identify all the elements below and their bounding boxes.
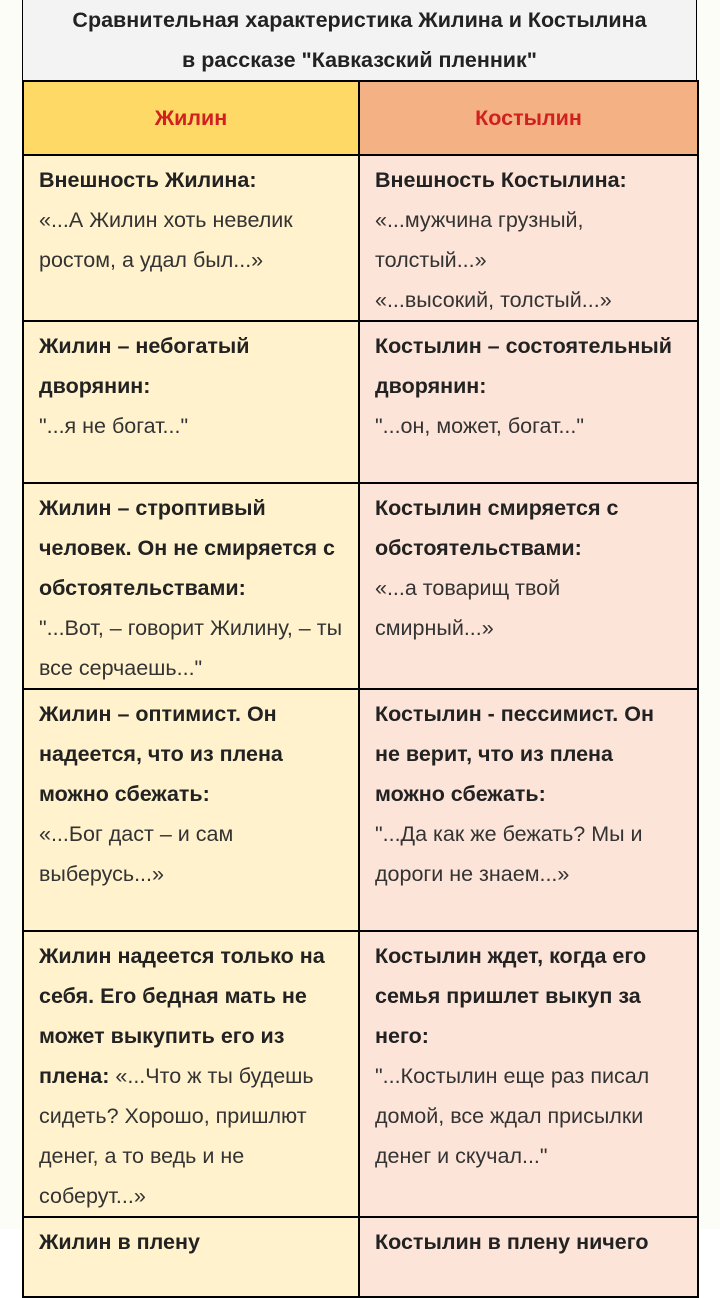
left-margin: [0, 0, 23, 1229]
comparison-table: [22, 80, 699, 1298]
cell-quote: "...Вот, – говорит Жилину, – ты все серчаешь...": [39, 616, 343, 680]
table-row: [23, 155, 698, 321]
cell-title: Костылин смиряется с обстоятельствами:: [375, 496, 619, 560]
cell-title: Костылин - пессимист. Он не верит, что из плена можно сбежать:: [375, 702, 654, 806]
cell-quote-2: «...высокий, толстый...»: [375, 288, 612, 312]
cell-quote: «...Бог даст – и сам выберусь...»: [39, 822, 234, 886]
cell-quote: «...мужчина грузный, толстый...»: [375, 208, 584, 272]
cell-quote: «...А Жилин хоть невелик ростом, а удал был...»: [39, 208, 293, 272]
cell-title: Внешность Жилина:: [39, 168, 257, 192]
cell-quote: "...я не богат...": [39, 414, 189, 438]
table-row: [23, 321, 698, 483]
kostylin-cell: [359, 1217, 698, 1297]
kostylin-cell: [359, 483, 698, 689]
comparison-table-container: [22, 0, 697, 1298]
cell-title: Внешность Костылина:: [375, 168, 627, 192]
caption-line-2: в рассказе "Кавказский пленник": [182, 48, 537, 72]
cell-title: Жилин – небогатый дворянин:: [39, 334, 250, 398]
header-zhilin: Жилин: [23, 81, 359, 155]
kostylin-cell: [359, 689, 698, 931]
cell-title: Костылин ждет, когда его семья пришлет выкуп за него:: [375, 944, 647, 1048]
cell-title: Жилин надеется только на себя. Его бедная мать не может выкупить его из плена:: [39, 944, 325, 1088]
kostylin-cell: [359, 321, 698, 483]
cell-quote: "...он, может, богат...": [375, 414, 585, 438]
cell-title: Костылин в плену ничего: [375, 1230, 649, 1254]
zhilin-cell: [23, 483, 359, 689]
cell-title: Костылин – состоятельный дворянин:: [375, 334, 672, 398]
cell-quote: «...Что ж ты будешь сидеть? Хорошо, пришлют денег, а то ведь и не соберут...»: [39, 1064, 314, 1208]
zhilin-cell: [23, 321, 359, 483]
zhilin-cell: [23, 1217, 359, 1297]
cell-title: Жилин в плену: [39, 1230, 200, 1254]
cell-quote: «...а товарищ твой смирный...»: [375, 576, 561, 640]
caption-line-1: Сравнительная характеристика Жилина и Костылина: [72, 8, 647, 32]
zhilin-cell: [23, 931, 359, 1217]
header-row: [23, 81, 698, 155]
zhilin-cell: [23, 689, 359, 931]
table-row: [23, 483, 698, 689]
kostylin-cell: [359, 931, 698, 1217]
table-row: [23, 931, 698, 1217]
cell-title: Жилин – строптивый человек. Он не смиряется с обстоятельствами:: [39, 496, 335, 600]
cell-quote: "...Костылин еще раз писал домой, все ждал присылки денег и скучал...": [375, 1064, 650, 1168]
kostylin-cell: [359, 155, 698, 321]
table-caption: [22, 0, 697, 80]
zhilin-cell: [23, 155, 359, 321]
cell-title: Жилин – оптимист. Он надеется, что из плена можно сбежать:: [39, 702, 283, 806]
table-row: [23, 689, 698, 931]
table-row: [23, 1217, 698, 1297]
right-margin: [696, 0, 720, 1229]
cell-quote: "...Да как же бежать? Мы и дороги не знаем...»: [375, 822, 643, 886]
header-kostylin: Костылин: [359, 81, 698, 155]
